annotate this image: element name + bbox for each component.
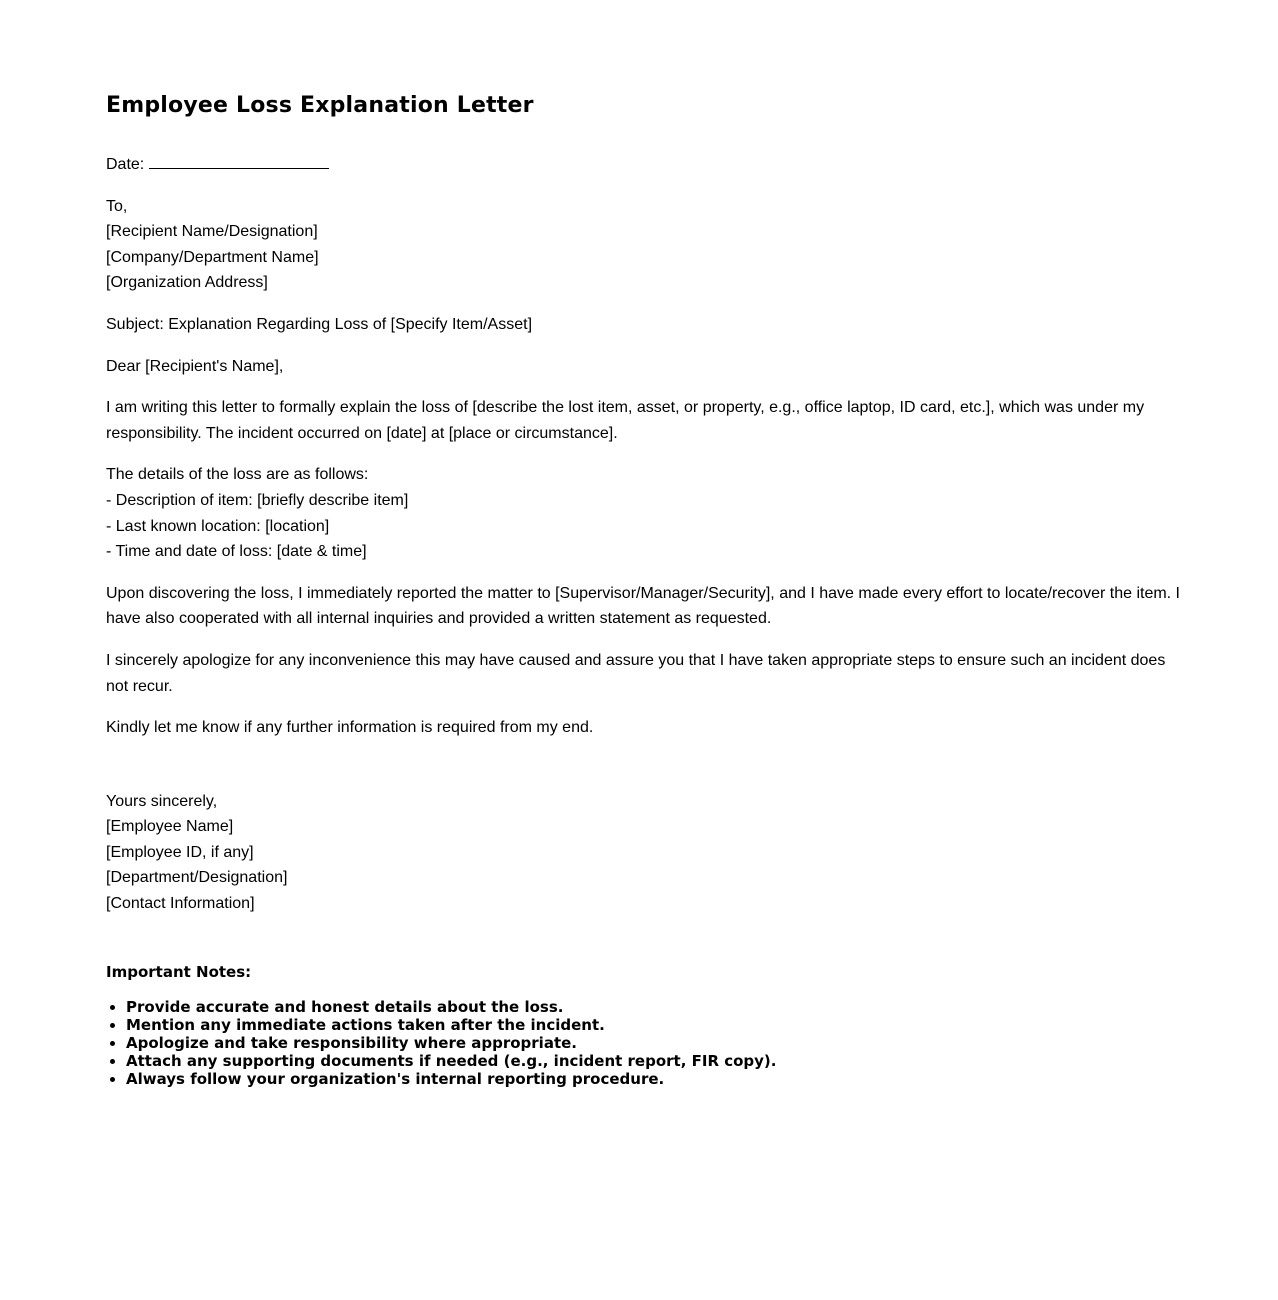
employee-id: [Employee ID, if any] — [106, 843, 254, 861]
closing-paragraph: Kindly let me know if any further information is required from my end. — [106, 719, 594, 737]
recipient-to: To, — [106, 197, 128, 215]
employee-name: [Employee Name] — [106, 818, 234, 836]
page-title: Employee Loss Explanation Letter — [106, 93, 534, 118]
employee-contact: [Contact Information] — [106, 895, 255, 913]
intro-paragraph: I am writing this letter to formally explain the loss of [describe the lost item, asset, or property, e.g., office laptop, ID card, etc.], which was under my responsibility. The incident occurred on [date] at [place or circumstance]. — [106, 399, 1145, 442]
notes-heading: Important Notes: — [106, 962, 252, 981]
apology-paragraph: I sincerely apologize for any inconvenience this may have caused and assure you that I have taken appropriate steps to ensure such an incident does not recur. — [106, 651, 1166, 695]
letter-page — [106, 90, 1186, 1088]
notes-list — [106, 998, 1186, 1088]
note-item: • Apologize and take responsibility where appropriate. — [126, 1034, 1186, 1052]
recipient-name: [Recipient Name/Designation] — [106, 223, 318, 241]
date-blank-field — [149, 154, 329, 169]
note-item: • Always follow your organization's internal reporting procedure. — [126, 1070, 1186, 1088]
salutation: Dear [Recipient's Name], — [106, 357, 284, 375]
recipient-company: [Company/Department Name] — [106, 248, 319, 266]
note-item: • Attach any supporting documents if needed (e.g., incident report, FIR copy). — [126, 1052, 1186, 1070]
details-block — [106, 462, 1186, 564]
note-item: • Provide accurate and honest details about the loss. — [126, 998, 1186, 1016]
details-heading: The details of the loss are as follows: — [106, 466, 369, 484]
details-item: - Last known location: [location] — [106, 517, 330, 535]
recipient-address: [Organization Address] — [106, 274, 268, 292]
date-label: Date: — [106, 156, 145, 173]
actions-paragraph: Upon discovering the loss, I immediately reported the matter to [Supervisor/Manager/Security], and I have made every effort to locate/recover the item. I have also cooperated with all internal inquiries and provided a written statement as requested. — [106, 584, 1180, 628]
details-item: - Description of item: [briefly describe item] — [106, 491, 409, 509]
subject-line: Subject: Explanation Regarding Loss of [Specify Item/Asset] — [106, 315, 533, 333]
details-item: - Time and date of loss: [date & time] — [106, 543, 367, 561]
note-item: • Mention any immediate actions taken after the incident. — [126, 1016, 1186, 1034]
employee-department: [Department/Designation] — [106, 869, 288, 887]
signature-block — [106, 789, 1186, 917]
recipient-block — [106, 194, 1186, 296]
sign-off: Yours sincerely, — [106, 792, 218, 810]
date-line — [106, 152, 1186, 178]
